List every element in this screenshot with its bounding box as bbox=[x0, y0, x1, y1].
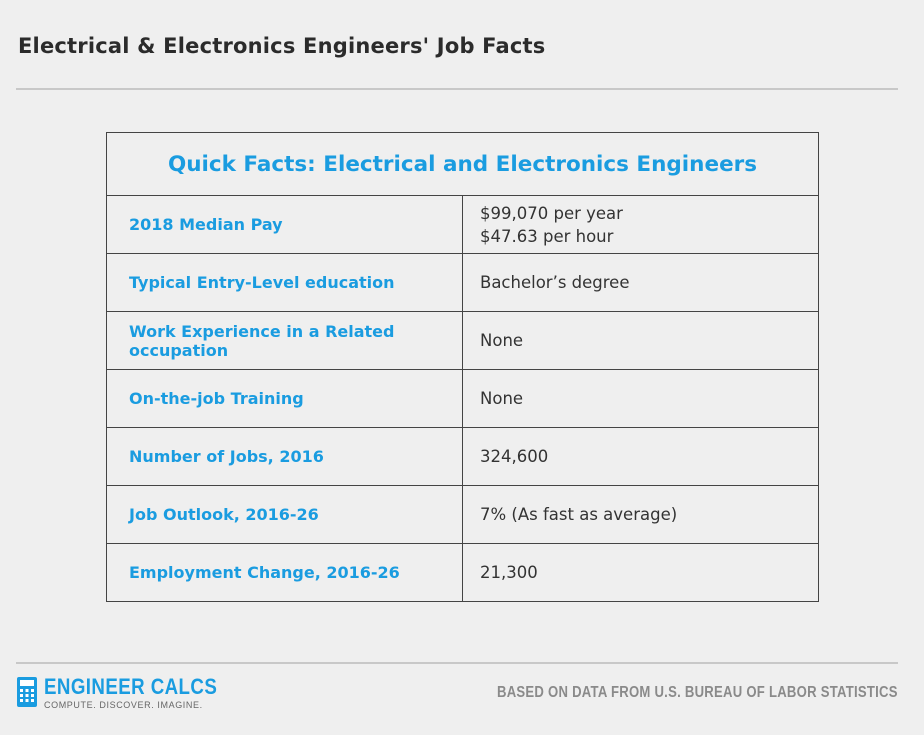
row-value: Bachelor’s degree bbox=[463, 254, 819, 312]
row-label: Job Outlook, 2016-26 bbox=[107, 486, 463, 544]
page-title: Electrical & Electronics Engineers' Job Facts bbox=[18, 34, 546, 58]
row-label: Number of Jobs, 2016 bbox=[107, 428, 463, 486]
table-row bbox=[107, 254, 819, 312]
brand-tagline: COMPUTE. DISCOVER. IMAGINE. bbox=[44, 700, 203, 710]
row-value bbox=[463, 196, 819, 254]
brand-text bbox=[44, 676, 248, 710]
row-label: On-the-job Training bbox=[107, 370, 463, 428]
table-header-row bbox=[107, 133, 819, 196]
median-pay-hourly: $47.63 per hour bbox=[480, 226, 614, 246]
table-row bbox=[107, 312, 819, 370]
row-value: 7% (As fast as average) bbox=[463, 486, 819, 544]
quick-facts-table bbox=[106, 132, 819, 602]
table-row bbox=[107, 486, 819, 544]
top-divider bbox=[16, 88, 898, 90]
row-label: Employment Change, 2016-26 bbox=[107, 544, 463, 602]
row-label: Work Experience in a Related occupation bbox=[107, 312, 463, 370]
brand-logo bbox=[16, 676, 248, 710]
source-note: BASED ON DATA FROM U.S. BUREAU OF LABOR STATISTICS bbox=[497, 684, 898, 701]
bottom-divider bbox=[16, 662, 898, 664]
brand-name: ENGINEER CALCS bbox=[44, 674, 218, 699]
row-value: 21,300 bbox=[463, 544, 819, 602]
table-heading: Quick Facts: Electrical and Electronics Engineers bbox=[107, 133, 819, 196]
table-row bbox=[107, 428, 819, 486]
table-row bbox=[107, 370, 819, 428]
median-pay-yearly: $99,070 per year bbox=[480, 203, 623, 223]
row-label: Typical Entry-Level education bbox=[107, 254, 463, 312]
table-row bbox=[107, 544, 819, 602]
row-value: None bbox=[463, 370, 819, 428]
row-value: None bbox=[463, 312, 819, 370]
row-value: 324,600 bbox=[463, 428, 819, 486]
table-row bbox=[107, 196, 819, 254]
calculator-icon bbox=[16, 676, 38, 708]
row-label: 2018 Median Pay bbox=[107, 196, 463, 254]
